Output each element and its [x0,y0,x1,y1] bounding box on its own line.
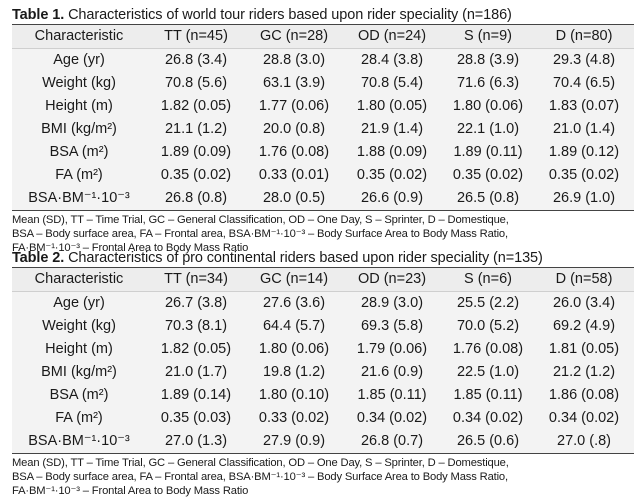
table-cell: 26.9 (1.0) [552,190,616,206]
table-row [12,384,634,407]
footnote-line: BSA – Body surface area, FA – Frontal area, BSA·BM⁻¹·10⁻³ – Body Surface Area to Body Mass Ratio, [12,228,508,241]
table-cell: 26.8 (3.4) [164,52,228,68]
table-row [12,49,634,73]
table-cell: 21.0 (1.4) [552,121,616,137]
footnote-line: Mean (SD), TT – Time Trial, GC – General Classification, OD – One Day, S – Sprinter, D – Domestique, [12,214,509,226]
table-1-label: Table 1. [12,7,65,23]
table-cell: 28.0 (0.5) [262,190,326,206]
table-row [12,164,634,187]
table-row [12,95,634,118]
table-cell: 22.5 (1.0) [456,364,520,380]
table-cell: 1.89 (0.12) [548,144,620,160]
table-cell: 1.85 (0.11) [453,387,523,403]
column-header: S (n=6) [464,271,512,287]
table-cell: 26.0 (3.4) [552,295,616,311]
table-cell: 63.1 (3.9) [262,75,326,91]
table-cell: 69.3 (5.8) [360,318,424,334]
table-row [12,338,634,361]
table-cell: 1.83 (0.07) [548,98,620,114]
table-2-block [12,249,634,499]
table-row [12,141,634,164]
table-cell: 26.7 (3.8) [164,295,228,311]
table-cell: 71.6 (6.3) [456,75,520,91]
table-2-title: Characteristics of pro continental riders based upon rider speciality (n=135) [68,250,543,266]
column-header: GC (n=28) [259,28,329,44]
table-cell: 0.34 (0.02) [452,410,524,426]
row-label: Weight (kg) [42,318,116,334]
table-cell: 0.35 (0.02) [356,167,428,183]
footnote-line: FA·BM⁻¹·10⁻³ – Frontal Area to Body Mass Ratio [12,485,249,498]
table-cell: 21.0 (1.7) [164,364,228,380]
footnote-line: Mean (SD), TT – Time Trial, GC – General Classification, OD – One Day, S – Sprinter, D – Domestique, [12,457,509,469]
table-row [12,118,634,141]
table-row [12,407,634,430]
column-header: S (n=9) [464,28,512,44]
row-label: BSA·BM⁻¹·10⁻³ [28,190,130,206]
table-1 [12,24,634,211]
row-label: BSA (m²) [49,387,109,403]
table-cell: 28.8 (3.9) [456,52,520,68]
table-cell: 1.89 (0.14) [160,387,232,403]
table-row [12,187,634,211]
table-cell: 1.80 (0.10) [258,387,330,403]
row-label: BSA·BM⁻¹·10⁻³ [28,433,130,449]
row-label: FA (m²) [55,167,103,183]
table-cell: 28.4 (3.8) [360,52,424,68]
table-row [12,361,634,384]
table-cell: 0.33 (0.01) [258,167,330,183]
row-label: Weight (kg) [42,75,116,91]
column-header: TT (n=45) [164,28,228,44]
row-label: Height (m) [45,341,113,357]
row-label: Age (yr) [53,295,105,311]
column-header: GC (n=14) [259,271,329,287]
table-cell: 70.8 (5.4) [360,75,424,91]
table-2-caption [12,249,634,267]
column-header: D (n=80) [555,28,613,44]
table-cell: 26.5 (0.8) [456,190,520,206]
table-cell: 1.82 (0.05) [160,98,232,114]
table-cell: 1.80 (0.06) [452,98,524,114]
table-cell: 1.76 (0.08) [258,144,330,160]
table-cell: 0.33 (0.02) [258,410,330,426]
table-header-row [12,25,634,49]
table-header-row [12,268,634,292]
table-row [12,72,634,95]
table-cell: 21.2 (1.2) [552,364,616,380]
row-label: Age (yr) [53,52,105,68]
table-cell: 22.1 (1.0) [456,121,520,137]
column-header: Characteristic [34,271,124,287]
table-cell: 64.4 (5.7) [262,318,326,334]
table-cell: 1.76 (0.08) [452,341,524,357]
column-header: D (n=58) [555,271,613,287]
table-cell: 19.8 (1.2) [262,364,326,380]
row-label: Height (m) [45,98,113,114]
table-cell: 21.1 (1.2) [164,121,228,137]
table-cell: 28.8 (3.0) [262,52,326,68]
column-header: Characteristic [34,28,124,44]
table-cell: 29.3 (4.8) [552,52,616,68]
row-label: BMI (kg/m²) [41,121,117,137]
table-cell: 70.3 (8.1) [164,318,228,334]
row-label: FA (m²) [55,410,103,426]
table-cell: 0.35 (0.03) [160,410,232,426]
row-label: BSA (m²) [49,144,109,160]
table-cell: 26.6 (0.9) [360,190,424,206]
table-cell: 1.80 (0.05) [356,98,428,114]
table-cell: 21.9 (1.4) [360,121,424,137]
table-cell: 70.4 (6.5) [552,75,616,91]
table-cell: 70.8 (5.6) [164,75,228,91]
table-2-footnote [12,456,634,499]
table-cell: 27.0 (.8) [557,433,611,449]
table-cell: 26.8 (0.7) [360,433,424,449]
table-cell: 0.35 (0.02) [548,167,620,183]
table-cell: 1.80 (0.06) [258,341,330,357]
table-2 [12,267,634,454]
table-row [12,315,634,338]
column-header: OD (n=24) [357,28,427,44]
table-cell: 1.88 (0.09) [356,144,428,160]
table-cell: 1.85 (0.11) [357,387,427,403]
table-cell: 1.77 (0.06) [258,98,330,114]
table-row [12,430,634,454]
table-cell: 1.79 (0.06) [356,341,428,357]
table-cell: 28.9 (3.0) [360,295,424,311]
table-cell: 69.2 (4.9) [552,318,616,334]
row-label: BMI (kg/m²) [41,364,117,380]
column-header: TT (n=34) [164,271,228,287]
table-cell: 0.35 (0.02) [452,167,524,183]
table-cell: 0.34 (0.02) [548,410,620,426]
table-1-caption [12,6,634,24]
footnote-line: FA·BM⁻¹·10⁻³ – Frontal Area to Body Mass Ratio [12,242,249,255]
table-cell: 1.82 (0.05) [160,341,232,357]
column-header: OD (n=23) [357,271,427,287]
table-1-block [12,6,634,256]
table-cell: 1.89 (0.09) [160,144,232,160]
table-cell: 27.9 (0.9) [262,433,326,449]
table-cell: 20.0 (0.8) [262,121,326,137]
table-cell: 70.0 (5.2) [456,318,520,334]
table-cell: 0.34 (0.02) [356,410,428,426]
table-cell: 26.5 (0.6) [456,433,520,449]
table-cell: 27.6 (3.6) [262,295,326,311]
footnote-line: BSA – Body surface area, FA – Frontal area, BSA·BM⁻¹·10⁻³ – Body Surface Area to Body Mass Ratio, [12,471,508,484]
table-cell: 1.81 (0.05) [548,341,620,357]
table-row [12,292,634,316]
table-cell: 1.86 (0.08) [548,387,620,403]
table-cell: 27.0 (1.3) [164,433,228,449]
table-cell: 26.8 (0.8) [164,190,228,206]
table-cell: 21.6 (0.9) [360,364,424,380]
table-cell: 0.35 (0.02) [160,167,232,183]
table-cell: 25.5 (2.2) [456,295,520,311]
table-cell: 1.89 (0.11) [453,144,523,160]
table-2-label: Table 2. [12,250,65,266]
table-1-title: Characteristics of world tour riders based upon rider speciality (n=186) [68,7,512,23]
